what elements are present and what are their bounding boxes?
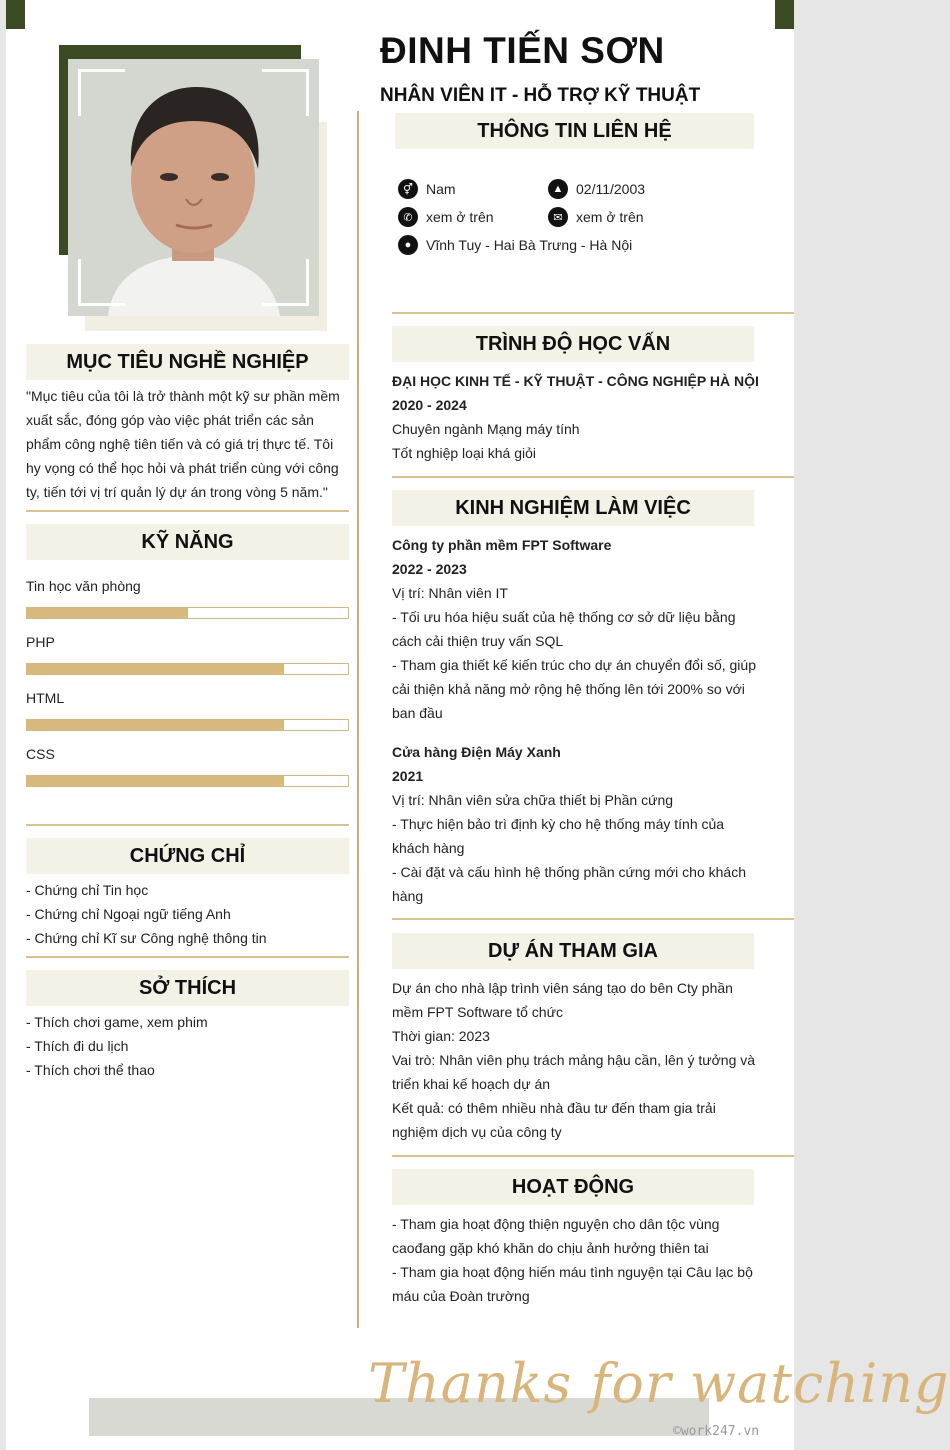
cake-icon: ▲ (548, 179, 568, 199)
education-major: Chuyên ngành Mạng máy tính (392, 421, 580, 437)
certificate-item: - Chứng chỉ Kĩ sư Công nghệ thông tin (26, 930, 267, 946)
skill-bar (26, 607, 349, 619)
skill-name: PHP (26, 634, 55, 650)
experience-title: KINH NGHIỆM LÀM VIỆC (392, 490, 754, 526)
skill-bar (26, 775, 349, 787)
project-line: Vai trò: Nhân viên phụ trách mảng hậu cần, lên ý tưởng và (392, 1052, 756, 1068)
section-divider (26, 510, 349, 512)
activity-line: caođang gặp khó khăn do chịu ảnh hưởng thiên tai (392, 1240, 709, 1256)
objective-line: "Mục tiêu của tôi là trở thành một kỹ sư phần mềm (26, 388, 340, 404)
section-divider (392, 476, 794, 478)
hobby-item: - Thích đi du lịch (26, 1038, 129, 1054)
hobbies-title: SỞ THÍCH (26, 970, 349, 1006)
photo-corner-bracket (78, 259, 125, 306)
skill-bar (26, 719, 349, 731)
section-divider (26, 824, 349, 826)
experience-line: - Thực hiện bảo trì định kỳ cho hệ thống máy tính của (392, 816, 725, 832)
section-divider (392, 312, 794, 314)
hobby-item: - Thích chơi game, xem phim (26, 1014, 208, 1030)
skill-bar-fill (27, 776, 284, 786)
objective-line: xuất sắc, đóng góp vào việc phát triển các sản (26, 412, 314, 428)
experience-line: khách hàng (392, 840, 465, 856)
education-period: 2020 - 2024 (392, 397, 467, 413)
project-line: triển khai kế hoạch dự án (392, 1076, 551, 1092)
email-icon: ✉ (548, 207, 568, 227)
profile-photo (68, 59, 319, 316)
job-title: NHÂN VIÊN IT - HỖ TRỢ KỸ THUẬT (380, 85, 701, 106)
certificate-item: - Chứng chỉ Tin học (26, 882, 149, 898)
experience-line: - Tham gia thiết kế kiến trúc cho dự án chuyển đổi số, giúp (392, 657, 756, 673)
objective-title: MỤC TIÊU NGHỀ NGHIỆP (26, 344, 349, 380)
experience-line: cải thiện khả năng mở rộng hệ thống lên tới 200% so với (392, 681, 745, 697)
column-divider (357, 111, 359, 1328)
gender-icon: ⚥ (398, 179, 418, 199)
contact-birthday (548, 179, 645, 199)
education-details (392, 369, 759, 465)
experience-period: 2022 - 2023 (392, 561, 467, 577)
contact-phone (398, 207, 494, 227)
photo-corner-bracket (78, 69, 125, 116)
activities-text (392, 1212, 754, 1308)
skills-title: KỸ NĂNG (26, 524, 349, 560)
skill-bar-fill (27, 664, 284, 674)
experience-line: - Cài đặt và cấu hình hệ thống phần cứng mới cho khách (392, 864, 746, 880)
experience-period: 2021 (392, 768, 424, 784)
activities-title: HOẠT ĐỘNG (392, 1169, 754, 1205)
education-school: ĐẠI HỌC KINH TẾ - KỸ THUẬT - CÔNG NGHIỆP HÀ NỘI (392, 373, 759, 389)
thanks-signature: Thanks for watching (368, 1352, 950, 1415)
phone-icon: ✆ (398, 207, 418, 227)
activity-line: máu của Đoàn trường (392, 1288, 530, 1304)
objective-line: ty, tiến tới vị trí quản lý dự án trong vòng 5 năm." (26, 484, 328, 500)
project-line: Thời gian: 2023 (392, 1028, 490, 1044)
contact-title: THÔNG TIN LIÊN HỆ (395, 113, 754, 149)
hobby-item: - Thích chơi thể thao (26, 1062, 155, 1078)
experience-line: hàng (392, 888, 424, 904)
hobbies-list (26, 1010, 349, 1082)
skill-bar (26, 663, 349, 675)
activity-line: - Tham gia hoạt động hiến máu tình nguyện tại Câu lạc bộ (392, 1264, 753, 1280)
photo-corner-bracket (262, 69, 309, 116)
contact-email-value: xem ở trên (576, 209, 644, 225)
projects-title: DỰ ÁN THAM GIA (392, 933, 754, 969)
contact-gender-value: Nam (426, 181, 456, 197)
contact-address-value: Vĩnh Tuy - Hai Bà Trưng - Hà Nội (426, 237, 633, 253)
experience-line: Vị trí: Nhân viên sửa chữa thiết bị Phần cứng (392, 792, 674, 808)
objective-text (26, 384, 349, 504)
experience-line: - Tối ưu hóa hiệu suất của hệ thống cơ sở dữ liệu bằng (392, 609, 736, 625)
education-result: Tốt nghiệp loại khá giỏi (392, 445, 536, 461)
corner-decoration-right (775, 0, 794, 29)
experience-company: Công ty phần mềm FPT Software (392, 537, 612, 553)
corner-decoration-left (6, 0, 25, 29)
certificate-item: - Chứng chỉ Ngoại ngữ tiếng Anh (26, 906, 231, 922)
skill-name: Tin học văn phòng (26, 578, 141, 594)
contact-phone-value: xem ở trên (426, 209, 494, 225)
contact-birthday-value: 02/11/2003 (576, 181, 646, 197)
project-line: nghiệm dịch vụ của công ty (392, 1124, 562, 1140)
section-divider (392, 918, 794, 920)
skill-bar-fill (27, 720, 284, 730)
project-line: Dự án cho nhà lập trình viên sáng tạo do bên Cty phần (392, 980, 733, 996)
photo-corner-bracket (262, 259, 309, 306)
experience-line: Vị trí: Nhân viên IT (392, 585, 508, 601)
certificates-title: CHỨNG CHỈ (26, 838, 349, 874)
certificates-list (26, 878, 349, 950)
projects-text (392, 976, 754, 1144)
section-divider (392, 1155, 794, 1157)
experience-line: ban đầu (392, 705, 443, 721)
objective-line: phẩm công nghệ tiên tiến và có giá trị thực tế. Tôi (26, 436, 334, 452)
skill-name: HTML (26, 690, 65, 706)
section-divider (26, 956, 349, 958)
contact-gender (398, 179, 456, 199)
resume-page (6, 0, 950, 1450)
experience-job (392, 740, 754, 908)
candidate-name: ĐINH TIẾN SƠN (380, 30, 665, 71)
skill-bar-fill (27, 608, 188, 618)
contact-email (548, 207, 644, 227)
project-line: mềm FPT Software tổ chức (392, 1004, 563, 1020)
project-line: Kết quả: có thêm nhiều nhà đầu tư đến tham gia trải (392, 1100, 716, 1116)
experience-line: cách cải thiện truy vấn SQL (392, 633, 564, 649)
experience-company: Cửa hàng Điện Máy Xanh (392, 744, 561, 760)
activity-line: - Tham gia hoạt động thiện nguyện cho dân tộc vùng (392, 1216, 720, 1232)
location-icon: ● (398, 235, 418, 255)
watermark: ©work247.vn (673, 1424, 760, 1439)
skill-name: CSS (26, 746, 55, 762)
objective-line: hy vọng có thể học hỏi và phát triển cùng với công (26, 460, 339, 476)
experience-job (392, 533, 754, 725)
education-title: TRÌNH ĐỘ HỌC VẤN (392, 326, 754, 362)
contact-address (398, 235, 632, 255)
